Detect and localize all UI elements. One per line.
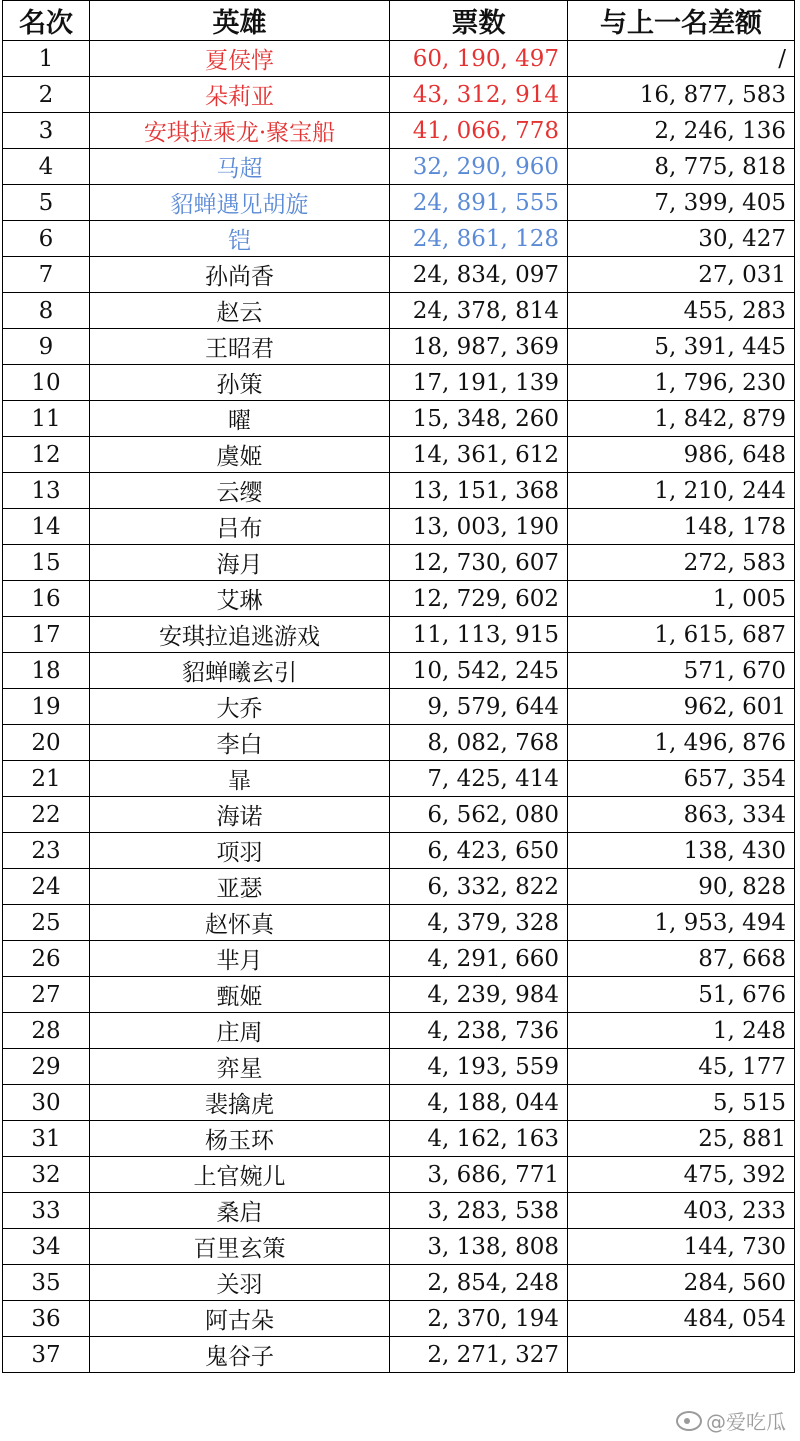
table-row [3, 797, 795, 833]
diff-cell [568, 1337, 795, 1373]
votes-cell: 18, 987, 369 [390, 329, 568, 365]
votes-cell: 2, 854, 248 [390, 1265, 568, 1301]
table-row [3, 1121, 795, 1157]
header-rank: 名次 [3, 1, 90, 41]
table-row [3, 1049, 795, 1085]
hero-name-cell: 安琪拉追逃游戏 [90, 617, 390, 653]
votes-cell: 15, 348, 260 [390, 401, 568, 437]
hero-name-cell: 暃 [90, 761, 390, 797]
diff-cell: 138, 430 [568, 833, 795, 869]
table-row [3, 113, 795, 149]
votes-cell: 2, 370, 194 [390, 1301, 568, 1337]
rank-cell: 9 [3, 329, 90, 365]
rank-cell: 6 [3, 221, 90, 257]
rank-cell: 28 [3, 1013, 90, 1049]
hero-name-cell: 赵云 [90, 293, 390, 329]
rank-cell: 8 [3, 293, 90, 329]
rank-cell: 37 [3, 1337, 90, 1373]
hero-name-cell: 关羽 [90, 1265, 390, 1301]
votes-cell: 32, 290, 960 [390, 149, 568, 185]
hero-name-cell: 虞姬 [90, 437, 390, 473]
hero-name-cell: 桑启 [90, 1193, 390, 1229]
table-row [3, 581, 795, 617]
rank-cell: 11 [3, 401, 90, 437]
rank-cell: 27 [3, 977, 90, 1013]
table-row [3, 833, 795, 869]
hero-name-cell: 鬼谷子 [90, 1337, 390, 1373]
votes-cell: 4, 379, 328 [390, 905, 568, 941]
table-row [3, 437, 795, 473]
table-row [3, 149, 795, 185]
diff-cell: 30, 427 [568, 221, 795, 257]
rank-cell: 19 [3, 689, 90, 725]
hero-name-cell: 铠 [90, 221, 390, 257]
table-row [3, 329, 795, 365]
rank-cell: 13 [3, 473, 90, 509]
table-row [3, 473, 795, 509]
hero-name-cell: 大乔 [90, 689, 390, 725]
table-row [3, 509, 795, 545]
rank-cell: 34 [3, 1229, 90, 1265]
diff-cell: 1, 210, 244 [568, 473, 795, 509]
rank-cell: 26 [3, 941, 90, 977]
votes-cell: 4, 291, 660 [390, 941, 568, 977]
diff-cell: 16, 877, 583 [568, 77, 795, 113]
hero-name-cell: 貂蝉曦玄引 [90, 653, 390, 689]
rank-cell: 29 [3, 1049, 90, 1085]
rank-cell: 10 [3, 365, 90, 401]
diff-cell: 90, 828 [568, 869, 795, 905]
votes-cell: 2, 271, 327 [390, 1337, 568, 1373]
table-row [3, 1157, 795, 1193]
votes-cell: 3, 686, 771 [390, 1157, 568, 1193]
diff-cell: 1, 842, 879 [568, 401, 795, 437]
table-row [3, 1265, 795, 1301]
votes-cell: 60, 190, 497 [390, 41, 568, 77]
votes-cell: 43, 312, 914 [390, 77, 568, 113]
table-row [3, 1229, 795, 1265]
diff-cell: 1, 248 [568, 1013, 795, 1049]
votes-cell: 4, 238, 736 [390, 1013, 568, 1049]
votes-cell: 4, 193, 559 [390, 1049, 568, 1085]
weibo-icon [676, 1411, 702, 1431]
table-row [3, 1301, 795, 1337]
diff-cell: 1, 496, 876 [568, 725, 795, 761]
rank-cell: 30 [3, 1085, 90, 1121]
diff-cell: 8, 775, 818 [568, 149, 795, 185]
diff-cell: 475, 392 [568, 1157, 795, 1193]
hero-name-cell: 艾琳 [90, 581, 390, 617]
table-row [3, 185, 795, 221]
hero-name-cell: 赵怀真 [90, 905, 390, 941]
table-row [3, 977, 795, 1013]
hero-name-cell: 孙策 [90, 365, 390, 401]
table-row [3, 401, 795, 437]
hero-name-cell: 海月 [90, 545, 390, 581]
table-row [3, 1193, 795, 1229]
diff-cell: / [568, 41, 795, 77]
rank-cell: 16 [3, 581, 90, 617]
diff-cell: 1, 796, 230 [568, 365, 795, 401]
table-row [3, 725, 795, 761]
table-row [3, 761, 795, 797]
votes-cell: 14, 361, 612 [390, 437, 568, 473]
votes-cell: 9, 579, 644 [390, 689, 568, 725]
votes-cell: 10, 542, 245 [390, 653, 568, 689]
header-diff: 与上一名差额 [568, 1, 795, 41]
rank-cell: 12 [3, 437, 90, 473]
votes-cell: 12, 730, 607 [390, 545, 568, 581]
votes-cell: 4, 188, 044 [390, 1085, 568, 1121]
header-row [3, 1, 795, 41]
diff-cell: 51, 676 [568, 977, 795, 1013]
table-row [3, 1013, 795, 1049]
votes-cell: 13, 003, 190 [390, 509, 568, 545]
votes-cell: 12, 729, 602 [390, 581, 568, 617]
votes-cell: 41, 066, 778 [390, 113, 568, 149]
rank-cell: 25 [3, 905, 90, 941]
votes-cell: 4, 162, 163 [390, 1121, 568, 1157]
diff-cell: 87, 668 [568, 941, 795, 977]
table-row [3, 365, 795, 401]
table-row [3, 941, 795, 977]
votes-cell: 6, 332, 822 [390, 869, 568, 905]
hero-name-cell: 云缨 [90, 473, 390, 509]
hero-name-cell: 项羽 [90, 833, 390, 869]
hero-name-cell: 杨玉环 [90, 1121, 390, 1157]
table-row [3, 1085, 795, 1121]
votes-cell: 24, 834, 097 [390, 257, 568, 293]
table-row [3, 221, 795, 257]
table-row [3, 689, 795, 725]
hero-name-cell: 弈星 [90, 1049, 390, 1085]
rank-cell: 18 [3, 653, 90, 689]
rank-cell: 20 [3, 725, 90, 761]
rank-cell: 36 [3, 1301, 90, 1337]
votes-cell: 13, 151, 368 [390, 473, 568, 509]
rank-cell: 3 [3, 113, 90, 149]
hero-name-cell: 朵莉亚 [90, 77, 390, 113]
diff-cell: 5, 391, 445 [568, 329, 795, 365]
diff-cell: 863, 334 [568, 797, 795, 833]
diff-cell: 272, 583 [568, 545, 795, 581]
watermark [676, 1406, 786, 1435]
diff-cell: 144, 730 [568, 1229, 795, 1265]
votes-cell: 4, 239, 984 [390, 977, 568, 1013]
rank-cell: 35 [3, 1265, 90, 1301]
hero-name-cell: 夏侯惇 [90, 41, 390, 77]
votes-cell: 3, 138, 808 [390, 1229, 568, 1265]
rank-cell: 14 [3, 509, 90, 545]
votes-cell: 24, 891, 555 [390, 185, 568, 221]
table-row [3, 545, 795, 581]
rank-cell: 5 [3, 185, 90, 221]
diff-cell: 1, 005 [568, 581, 795, 617]
hero-name-cell: 曜 [90, 401, 390, 437]
watermark-text: @爱吃瓜 [706, 1410, 786, 1434]
table-row [3, 257, 795, 293]
hero-name-cell: 亚瑟 [90, 869, 390, 905]
votes-cell: 17, 191, 139 [390, 365, 568, 401]
diff-cell: 2, 246, 136 [568, 113, 795, 149]
hero-name-cell: 安琪拉乘龙·聚宝船 [90, 113, 390, 149]
table-row [3, 905, 795, 941]
rank-cell: 15 [3, 545, 90, 581]
hero-name-cell: 上官婉儿 [90, 1157, 390, 1193]
diff-cell: 571, 670 [568, 653, 795, 689]
rank-cell: 7 [3, 257, 90, 293]
table-row [3, 77, 795, 113]
rank-cell: 17 [3, 617, 90, 653]
votes-cell: 24, 378, 814 [390, 293, 568, 329]
diff-cell: 403, 233 [568, 1193, 795, 1229]
votes-cell: 3, 283, 538 [390, 1193, 568, 1229]
header-votes: 票数 [390, 1, 568, 41]
hero-name-cell: 王昭君 [90, 329, 390, 365]
diff-cell: 27, 031 [568, 257, 795, 293]
rank-cell: 4 [3, 149, 90, 185]
table-row [3, 293, 795, 329]
hero-name-cell: 裴擒虎 [90, 1085, 390, 1121]
table-row [3, 653, 795, 689]
hero-name-cell: 孙尚香 [90, 257, 390, 293]
diff-cell: 284, 560 [568, 1265, 795, 1301]
votes-cell: 8, 082, 768 [390, 725, 568, 761]
diff-cell: 484, 054 [568, 1301, 795, 1337]
hero-name-cell: 庄周 [90, 1013, 390, 1049]
hero-name-cell: 阿古朵 [90, 1301, 390, 1337]
header-hero: 英雄 [90, 1, 390, 41]
votes-cell: 6, 423, 650 [390, 833, 568, 869]
rank-cell: 22 [3, 797, 90, 833]
hero-name-cell: 百里玄策 [90, 1229, 390, 1265]
votes-cell: 24, 861, 128 [390, 221, 568, 257]
diff-cell: 1, 953, 494 [568, 905, 795, 941]
hero-name-cell: 吕布 [90, 509, 390, 545]
diff-cell: 962, 601 [568, 689, 795, 725]
table-row [3, 617, 795, 653]
hero-name-cell: 海诺 [90, 797, 390, 833]
diff-cell: 7, 399, 405 [568, 185, 795, 221]
hero-name-cell: 李白 [90, 725, 390, 761]
rank-cell: 2 [3, 77, 90, 113]
rank-cell: 21 [3, 761, 90, 797]
hero-name-cell: 甄姬 [90, 977, 390, 1013]
diff-cell: 45, 177 [568, 1049, 795, 1085]
ranking-table [2, 0, 795, 1373]
diff-cell: 25, 881 [568, 1121, 795, 1157]
table-row [3, 1337, 795, 1373]
rank-cell: 23 [3, 833, 90, 869]
table-row [3, 869, 795, 905]
hero-name-cell: 芈月 [90, 941, 390, 977]
rank-cell: 33 [3, 1193, 90, 1229]
diff-cell: 657, 354 [568, 761, 795, 797]
diff-cell: 455, 283 [568, 293, 795, 329]
rank-cell: 24 [3, 869, 90, 905]
votes-cell: 11, 113, 915 [390, 617, 568, 653]
votes-cell: 6, 562, 080 [390, 797, 568, 833]
diff-cell: 5, 515 [568, 1085, 795, 1121]
diff-cell: 1, 615, 687 [568, 617, 795, 653]
table-row [3, 41, 795, 77]
rank-cell: 31 [3, 1121, 90, 1157]
diff-cell: 986, 648 [568, 437, 795, 473]
hero-name-cell: 貂蝉遇见胡旋 [90, 185, 390, 221]
rank-cell: 32 [3, 1157, 90, 1193]
votes-cell: 7, 425, 414 [390, 761, 568, 797]
diff-cell: 148, 178 [568, 509, 795, 545]
hero-name-cell: 马超 [90, 149, 390, 185]
rank-cell: 1 [3, 41, 90, 77]
